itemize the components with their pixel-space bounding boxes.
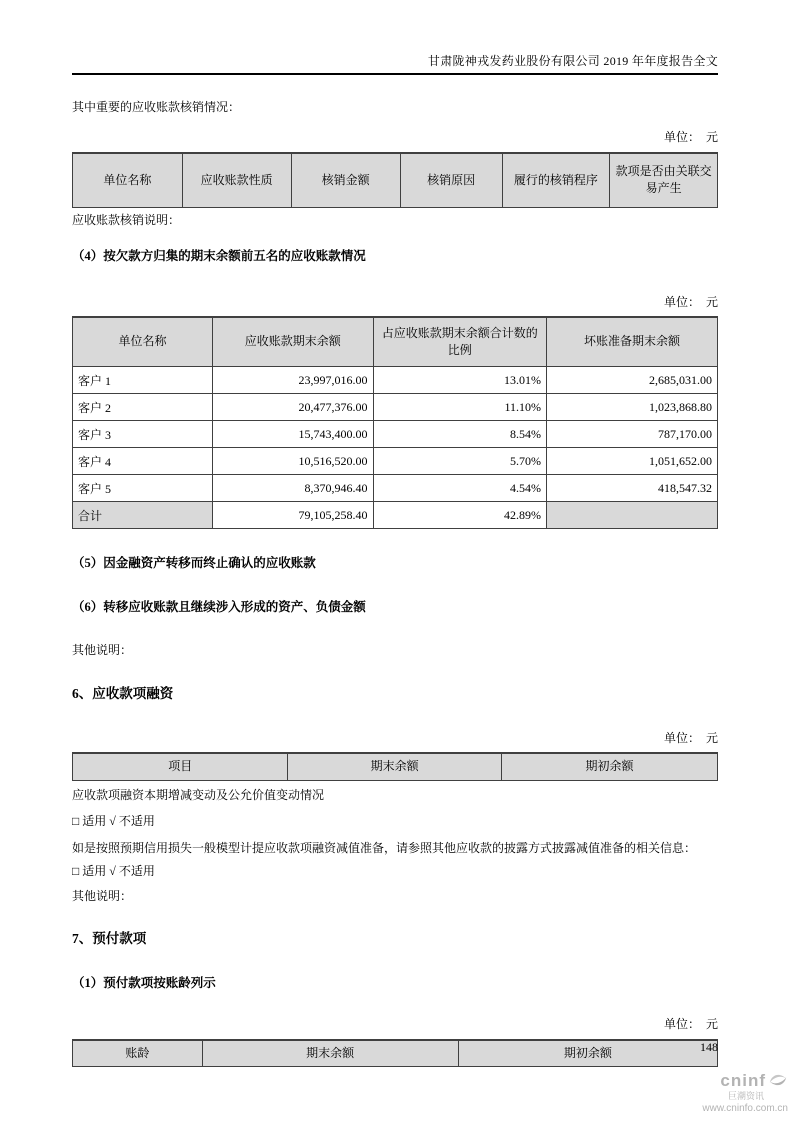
cninfo-cn-name: 巨潮资讯 bbox=[727, 1091, 764, 1102]
col-header: 坏账准备期末余额 bbox=[547, 317, 718, 367]
col-header: 应收账款性质 bbox=[182, 153, 291, 207]
ratio-cell: 8.54% bbox=[373, 421, 547, 448]
col-header: 单位名称 bbox=[73, 153, 183, 207]
total-ratio-cell: 42.89% bbox=[373, 502, 547, 529]
customer-name-cell: 客户 4 bbox=[73, 448, 213, 475]
cninfo-swirl-icon bbox=[768, 1071, 788, 1092]
section-4-heading: （4）按欠款方归集的期末余额前五名的应收账款情况 bbox=[72, 248, 366, 263]
col-header: 占应收账款期末余额合计数的比例 bbox=[373, 317, 547, 367]
ending-balance-cell: 8,370,946.40 bbox=[212, 475, 373, 502]
col-header: 核销原因 bbox=[400, 153, 502, 207]
table-row bbox=[73, 394, 718, 421]
customer-name-cell: 客户 5 bbox=[73, 475, 213, 502]
header-rule bbox=[72, 73, 718, 75]
bad-debt-cell: 1,051,652.00 bbox=[547, 448, 718, 475]
writeoff-header-row bbox=[73, 153, 718, 207]
col-header: 期初余额 bbox=[458, 1040, 717, 1067]
cninfo-logo bbox=[702, 1071, 788, 1114]
unit-label-1: 单位： 元 bbox=[663, 130, 718, 144]
table-row bbox=[73, 448, 718, 475]
total-row bbox=[73, 502, 718, 529]
col-header: 期末余额 bbox=[202, 1040, 458, 1067]
section-6-main-heading: 6、应收款项融资 bbox=[72, 686, 174, 701]
table-row bbox=[73, 367, 718, 394]
financing-header-row bbox=[73, 753, 718, 780]
financing-table bbox=[72, 752, 718, 781]
writeoff-table bbox=[72, 152, 718, 208]
ratio-cell: 5.70% bbox=[373, 448, 547, 475]
unit-label-4: 单位： 元 bbox=[663, 1016, 718, 1031]
bad-debt-cell: 418,547.32 bbox=[547, 475, 718, 502]
section-5-heading: （5）因金融资产转移而终止确认的应收账款 bbox=[72, 556, 316, 570]
cninfo-url: www.cninfo.com.cn bbox=[702, 1103, 788, 1114]
total-bad-debt-cell bbox=[547, 502, 718, 529]
top5-receivables-table bbox=[72, 316, 718, 530]
bad-debt-cell: 2,685,031.00 bbox=[547, 367, 718, 394]
col-header: 款项是否由关联交易产生 bbox=[610, 153, 718, 207]
writeoff-note-text: 应收账款核销说明： bbox=[72, 212, 181, 227]
col-header: 账龄 bbox=[73, 1040, 203, 1067]
total-ending-balance-cell: 79,105,258.40 bbox=[212, 502, 373, 529]
writeoff-intro-text: 其中重要的应收账款核销情况： bbox=[72, 100, 241, 114]
page-number: 148 bbox=[700, 1040, 718, 1054]
section-7-main-heading: 7、预付款项 bbox=[72, 930, 147, 946]
bad-debt-cell: 787,170.00 bbox=[547, 421, 718, 448]
col-header: 期初余额 bbox=[501, 753, 717, 780]
col-header: 单位名称 bbox=[73, 317, 213, 367]
section-6-heading: （6）转移应收账款且继续涉入形成的资产、负债金额 bbox=[72, 600, 366, 614]
total-label-cell: 合计 bbox=[73, 502, 213, 529]
applicable-checkbox-line-2: □ 适用 √ 不适用 bbox=[72, 863, 155, 878]
customer-name-cell: 客户 2 bbox=[73, 394, 213, 421]
top5-header-row bbox=[73, 317, 718, 367]
financing-change-note: 应收款项融资本期增减变动及公允价值变动情况 bbox=[72, 787, 325, 802]
unit-label-3: 单位： 元 bbox=[663, 731, 718, 745]
col-header: 项目 bbox=[73, 753, 288, 780]
unit-label-2: 单位： 元 bbox=[663, 294, 718, 309]
other-note-text: 其他说明： bbox=[72, 643, 133, 657]
ratio-cell: 13.01% bbox=[373, 367, 547, 394]
ending-balance-cell: 10,516,520.00 bbox=[212, 448, 373, 475]
customer-name-cell: 客户 1 bbox=[73, 367, 213, 394]
aging-header-row bbox=[73, 1040, 718, 1067]
col-header: 应收账款期末余额 bbox=[212, 317, 373, 367]
prepayment-aging-table bbox=[72, 1039, 718, 1068]
ending-balance-cell: 20,477,376.00 bbox=[212, 394, 373, 421]
table-row bbox=[73, 475, 718, 502]
col-header: 履行的核销程序 bbox=[502, 153, 610, 207]
customer-name-cell: 客户 3 bbox=[73, 421, 213, 448]
ratio-cell: 11.10% bbox=[373, 394, 547, 421]
impairment-note: 如是按照预期信用损失一般模型计提应收款项融资减值准备，请参照其他应收款的披露方式披露减值准备的相关信息： bbox=[72, 840, 697, 855]
cninfo-brand-text: cninf bbox=[720, 1071, 766, 1091]
ending-balance-cell: 15,743,400.00 bbox=[212, 421, 373, 448]
ending-balance-cell: 23,997,016.00 bbox=[212, 367, 373, 394]
table-row bbox=[73, 421, 718, 448]
ratio-cell: 4.54% bbox=[373, 475, 547, 502]
report-header-title: 甘肃陇神戎发药业股份有限公司 2019 年年度报告全文 bbox=[427, 54, 718, 68]
col-header: 核销金额 bbox=[291, 153, 400, 207]
section-7-1-heading: （1）预付款项按账龄列示 bbox=[72, 975, 216, 990]
bad-debt-cell: 1,023,868.80 bbox=[547, 394, 718, 421]
col-header: 期末余额 bbox=[288, 753, 501, 780]
other-note-text: 其他说明： bbox=[72, 888, 133, 903]
applicable-checkbox-line-1: □ 适用 √ 不适用 bbox=[72, 813, 155, 828]
